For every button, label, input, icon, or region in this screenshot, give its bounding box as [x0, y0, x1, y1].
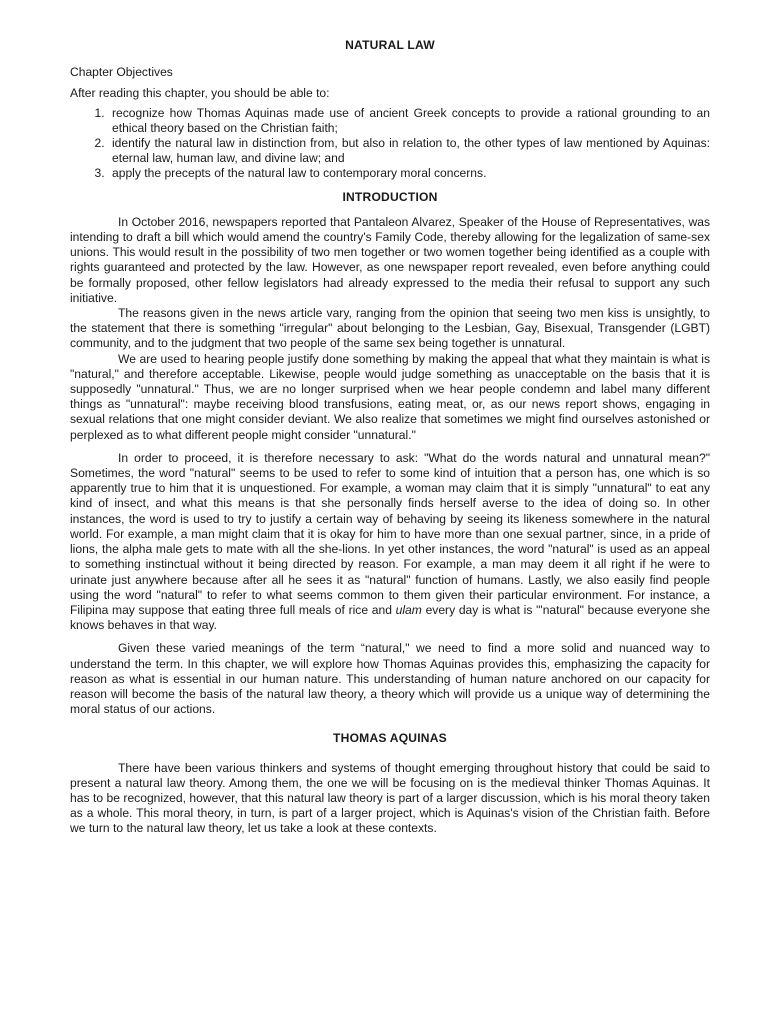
intro-paragraph-5: Given these varied meanings of the term “natural," we need to find a more solid and nuanced way to understand the term. In this chapter, we will explore how Thomas Aquinas provides this, emphasizing the capacity for reason as what is essential in our human nature. This understanding of human nature anchored on our capacity for reason will become the basis of the natural law theory, a theory which will provide us a unique way of determining the moral status of our actions.	[70, 641, 710, 717]
objective-item: 1. recognize how Thomas Aquinas made use of ancient Greek concepts to provide a rational grounding to an ethical theory based on the Christian faith;	[108, 106, 710, 136]
objective-item: 3. apply the precepts of the natural law to contemporary moral concerns.	[108, 166, 710, 181]
intro-paragraph-1: In October 2016, newspapers reported that Pantaleon Alvarez, Speaker of the House of Representatives, was intending to draft a bill which would amend the country's Family Code, thereby allowing for the legalization of same-sex unions. This would result in the possibility of two men together or two women together being identified as a couple with rights guaranteed and protected by the law. However, as one newspaper report revealed, even before anything could be formally proposed, other fellow legislators had already expressed to the media their refusal to support any such initiative.	[70, 214, 710, 305]
intro-paragraph-3: We are used to hearing people justify done something by making the appeal that what they maintain is what is "natural," and therefore acceptable. Likewise, people would judge something as unacceptable on the basis that it is supposedly "unnatural." Thus, we are no longer surprised when we hear people condemn and label many different things as "unnatural": maybe receiving blood transfusions, eating meat, or, as our news report shows, engaging in sexual relations that one might consider deviant. We also realize that sometimes we might find ourselves astonished or perplexed as to what different people might consider "unnatural."	[70, 351, 710, 442]
objectives-list	[70, 106, 710, 182]
intro-paragraph-4-end: every day is what is "'natural" because everyone she knows behaves in that way.	[70, 602, 710, 633]
objectives-heading: Chapter Objectives	[70, 65, 173, 80]
thomas-paragraph-1: There have been various thinkers and systems of thought emerging throughout history that could be said to present a natural law theory. Among them, the one we will be focusing on is the medieval thinker Thomas Aquinas. It has to be recognized, however, that this natural law theory is part of a larger discussion, which is his moral theory taken as a whole. This moral theory, in turn, is part of a larger project, which is Aquinas's vision of the Christian faith. Before we turn to the natural law theory, let us take a look at these contexts.	[70, 760, 710, 836]
ulam-term: ulam	[395, 602, 422, 617]
objective-item: 2. identify the natural law in distinction from, but also in relation to, the other types of law mentioned by Aquinas: eternal law, human law, and divine law; and	[108, 136, 710, 166]
introduction-heading: INTRODUCTION	[342, 189, 438, 204]
intro-paragraph-4	[70, 451, 710, 633]
intro-paragraph-4-text: In order to proceed, it is therefore necessary to ask: "What do the words natural and unnatural mean?" Sometimes, the word "natural" seems to be used to refer to some kind of intuition that a person has, one which is so apparently true to him that it is unquestioned. For example, a woman may claim that it is simply "unnatural" to eat any kind of insect, and what this means is that she personally finds herself averse to the idea of doing so. In other instances, the word is used to try to justify a certain way of behaving by seeing its likeness somewhere in the natural world. For example, a man might claim that it is okay for him to have more than one sexual partner, since, in a pride of lions, the alpha male gets to mate with all the she-lions. In yet other instances, the word "natural" is used as an appeal to something instinctual without it being directed by reason. For example, a man may deem it all right if he were to urinate just anywhere because after all he sees it as "natural" function of humans. Lastly, we also easily find people using the word "natural" to refer to what seems common to them given their particular environment. For instance, a Filipina may suppose that eating three full meals of rice and	[70, 450, 710, 617]
thomas-aquinas-heading: THOMAS AQUINAS	[333, 731, 447, 746]
document-title: NATURAL LAW	[345, 38, 435, 52]
objectives-lead: After reading this chapter, you should be able to:	[70, 86, 330, 101]
intro-paragraph-2: The reasons given in the news article vary, ranging from the opinion that seeing two men kiss is unsightly, to the statement that there is something "irregular" about belonging to the Lesbian, Gay, Bisexual, Transgender (LGBT) community, and to the judgment that two people of the same sex being together is unnatural.	[70, 306, 710, 351]
